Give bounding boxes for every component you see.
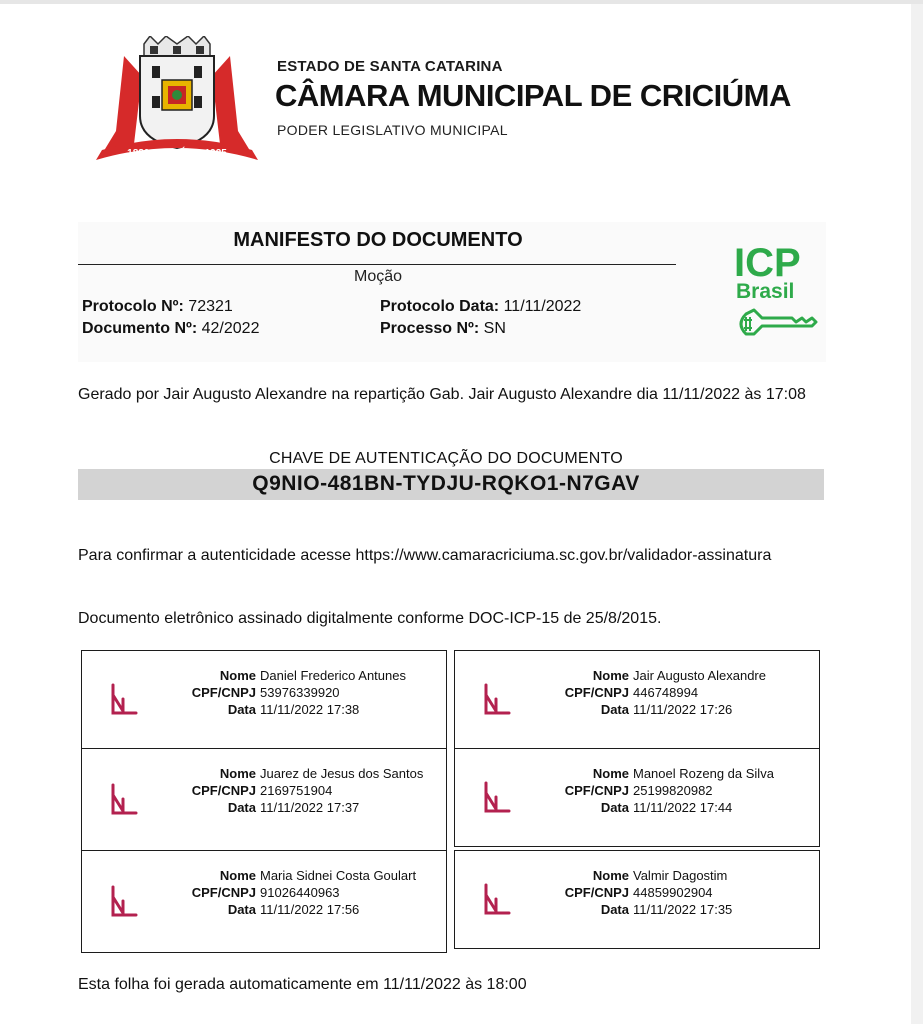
processo-field <box>380 320 506 338</box>
signature-box <box>454 650 820 749</box>
digital-signature-notice: Documento eletrônico assinado digitalmente conforme DOC-ICP-15 de 25/8/2015. <box>78 610 662 627</box>
sig-cpf-value: 53976339920 <box>260 685 340 700</box>
sig-cpf-label: CPF/CNPJ <box>564 783 629 798</box>
signature-icon <box>110 783 140 817</box>
signature-icon <box>483 781 513 815</box>
sig-cpf-label: CPF/CNPJ <box>564 685 629 700</box>
header-state: ESTADO DE SANTA CATARINA <box>277 58 503 75</box>
signature-fields <box>559 667 811 718</box>
signature-box <box>81 850 447 953</box>
validation-url-text: Para confirmar a autenticidade acesse https://www.camaracriciuma.sc.gov.br/validador-assinatura <box>78 547 772 564</box>
generated-by-text: Gerado por Jair Augusto Alexandre na repartição Gab. Jair Augusto Alexandre dia 11/11/2022 às 17:08 <box>78 386 806 403</box>
sig-name-label: Nome <box>219 868 256 883</box>
sig-date-value: 11/11/2022 17:37 <box>260 800 360 815</box>
signature-fields <box>559 867 811 918</box>
sig-cpf-label: CPF/CNPJ <box>191 685 256 700</box>
sig-cpf-label: CPF/CNPJ <box>564 885 629 900</box>
protocolo-data-value: 11/11/2022 <box>503 298 582 315</box>
signature-icon <box>483 683 513 717</box>
icp-logo-line1: ICP <box>734 241 801 285</box>
icp-logo-line2: Brasil <box>736 280 795 303</box>
sig-cpf-value: 446748994 <box>633 685 699 700</box>
sig-name-value: Valmir Dagostim <box>633 868 728 883</box>
signature-fields <box>186 667 438 718</box>
sig-date-value: 11/11/2022 17:56 <box>260 902 360 917</box>
sig-cpf-value: 25199820982 <box>633 783 713 798</box>
sig-name-label: Nome <box>592 668 629 683</box>
scrollbar-track[interactable] <box>911 4 923 1024</box>
icp-brasil-logo <box>732 238 824 348</box>
signature-icon <box>110 683 140 717</box>
sig-name-value: Jair Augusto Alexandre <box>633 668 766 683</box>
manifest-divider <box>78 264 676 265</box>
sig-date-value: 11/11/2022 17:35 <box>633 902 733 917</box>
sig-date-label: Data <box>600 902 629 917</box>
sig-name-label: Nome <box>219 766 256 781</box>
sig-date-label: Data <box>600 800 629 815</box>
manifest-title: MANIFESTO DO DOCUMENTO <box>233 229 523 251</box>
sig-date-label: Data <box>227 800 256 815</box>
signature-box <box>81 650 447 749</box>
sig-date-value: 11/11/2022 17:44 <box>633 800 733 815</box>
signature-fields <box>186 867 426 918</box>
protocolo-label: Protocolo Nº: <box>82 298 184 315</box>
sig-cpf-label: CPF/CNPJ <box>191 885 256 900</box>
criciuma-crest-logo <box>94 36 260 166</box>
documento-field <box>82 320 259 338</box>
auth-key-value: Q9NIO-481BN-TYDJU-RQKO1-N7GAV <box>252 472 640 495</box>
sig-name-value: Maria Sidnei Costa Goulart <box>260 868 417 883</box>
signature-icon <box>110 885 140 919</box>
sig-date-value: 11/11/2022 17:26 <box>633 702 733 717</box>
protocolo-data-field <box>380 298 581 316</box>
protocolo-data-label: Protocolo Data: <box>380 298 500 315</box>
sig-name-label: Nome <box>219 668 256 683</box>
sig-date-label: Data <box>227 702 256 717</box>
sig-cpf-value: 91026440963 <box>260 885 340 900</box>
sig-cpf-value: 44859902904 <box>633 885 713 900</box>
sig-cpf-value: 2169751904 <box>260 783 333 798</box>
sig-date-label: Data <box>600 702 629 717</box>
processo-label: Processo Nº: <box>380 320 480 337</box>
sig-name-value: Daniel Frederico Antunes <box>260 668 406 683</box>
processo-value: SN <box>483 320 506 337</box>
documento-label: Documento Nº: <box>82 320 198 337</box>
signature-box <box>81 748 447 851</box>
signature-box <box>454 748 820 847</box>
signature-fields <box>186 765 426 816</box>
sig-name-value: Manoel Rozeng da Silva <box>633 766 774 781</box>
header-subtitle: PODER LEGISLATIVO MUNICIPAL <box>277 122 508 138</box>
document-type: Moção <box>353 268 403 285</box>
signature-icon <box>483 883 513 917</box>
top-border <box>0 0 923 4</box>
protocolo-value: 72321 <box>188 298 233 315</box>
crest-ribbon-text: 1880 CRICIÚMA 1925 <box>127 148 227 159</box>
signature-fields <box>559 765 811 816</box>
generated-footer: Esta folha foi gerada automaticamente em 11/11/2022 às 18:00 <box>78 976 527 993</box>
protocolo-field <box>82 298 233 316</box>
documento-value: 42/2022 <box>201 320 260 337</box>
sig-cpf-label: CPF/CNPJ <box>191 783 256 798</box>
auth-key-label: CHAVE DE AUTENTICAÇÃO DO DOCUMENTO <box>269 450 623 467</box>
sig-date-value: 11/11/2022 17:38 <box>260 702 360 717</box>
header-title: CÂMARA MUNICIPAL DE CRICIÚMA <box>275 78 791 113</box>
sig-name-label: Nome <box>592 868 629 883</box>
sig-date-label: Data <box>227 902 256 917</box>
signature-box <box>454 850 820 949</box>
sig-name-value: Juarez de Jesus dos Santos <box>260 766 424 781</box>
sig-name-label: Nome <box>592 766 629 781</box>
